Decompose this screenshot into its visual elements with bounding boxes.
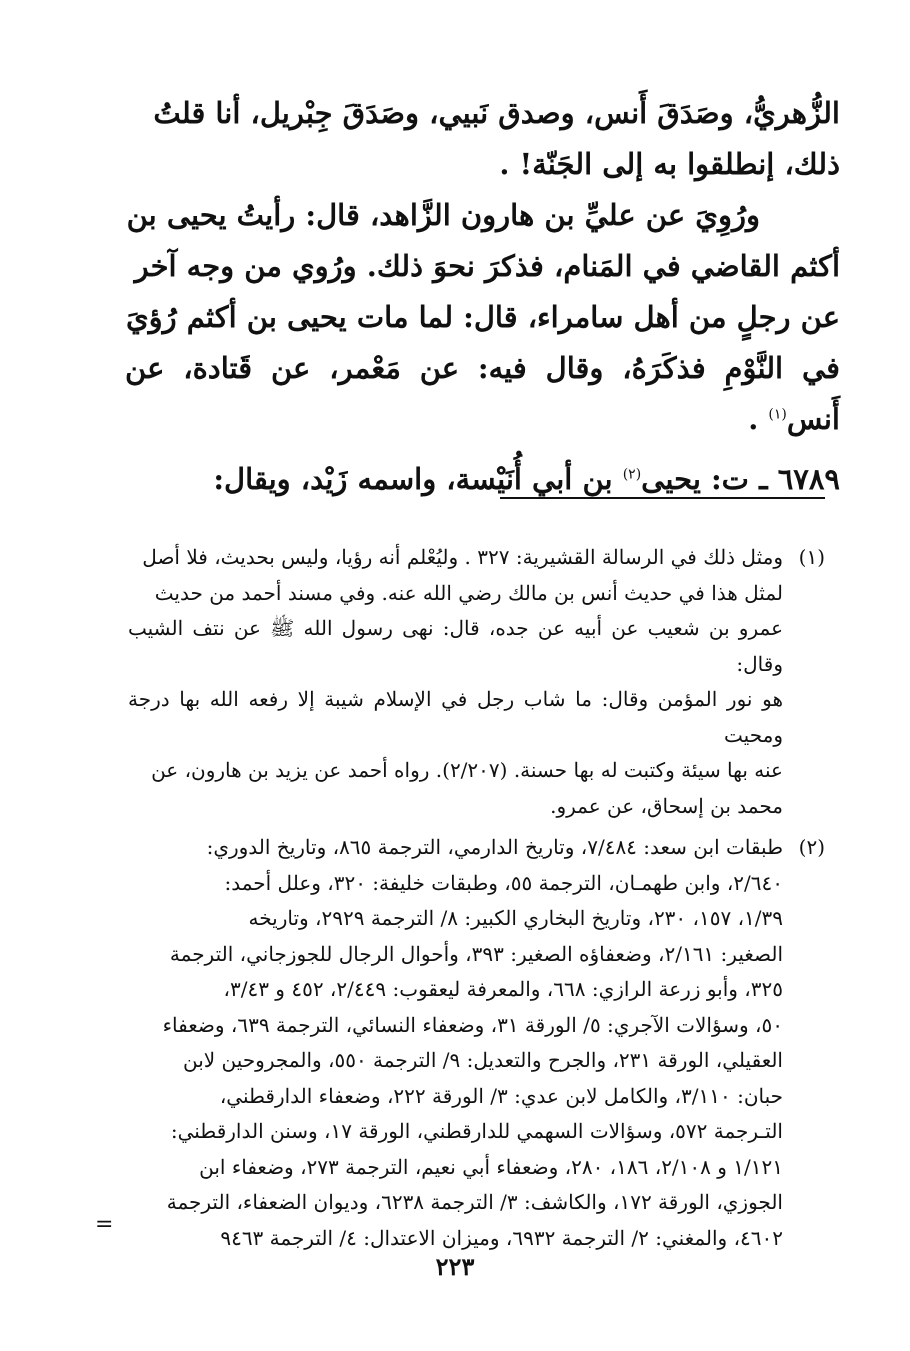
footnote-line: طبقات ابن سعد: ٧/٤٨٤، وتاريخ الدارمي، الترجمة ٨٦٥، وتاريخ الدوري: — [206, 835, 783, 859]
text-line: الزُّهريُّ، وصَدَقَ أَنس، وصدق نَبيي، وصَدَقَ جِبْريل، أنا قلتُ — [153, 96, 840, 130]
text-line: ذلك، إنطلقوا به إلى الجَنّة! . — [499, 147, 840, 181]
footnote-line: ٣٢٥، وأبو زرعة الرازي: ٦٦٨، والمعرفة ليعقوب: ٢/٤٤٩، ٤٥٢ و ٣/٤٣، — [223, 977, 783, 1001]
footnote-line: هو نور المؤمن وقال: ما شاب رجل في الإسلام شيبة إلا رفعه الله بها درجة ومحيت — [128, 687, 783, 747]
footnote-line: العقيلي، الورقة ٢٣١، والجرح والتعديل: ٩/ الترجمة ٥٥٠، والمجروحين لابن — [183, 1048, 783, 1072]
footnote-separator — [500, 497, 825, 499]
text-line: في النَّوْمِ فذكَرَهُ، وقال فيه: عن مَعْمر، عن قَتادة، عن أَنس — [125, 351, 840, 436]
paragraph-2 — [125, 190, 840, 445]
footnote-line: التـرجمة ٥٧٢، وسؤالات السهمي للدارقطني، الورقة ١٧، وسنن الدارقطني: — [170, 1119, 783, 1143]
footnote-ref-2: (٢) — [622, 466, 642, 483]
footnote-line: الجوزي، الورقة ١٧٢، والكاشف: ٣/ الترجمة ٦٢٣٨، وديوان الضعفاء، الترجمة — [166, 1190, 783, 1214]
footnote-line: محمد بن إسحاق، عن عمرو. — [550, 793, 783, 818]
footnote-ref-1: (١) — [768, 406, 787, 423]
footnote-number: (٢) — [798, 835, 825, 859]
footnote-line: ٢/٦٤٠، وابن طهمـان، الترجمة ٥٥، وطبقات خليفة: ٣٢٠، وعلل أحمد: — [224, 870, 783, 895]
page-number: ٢٢٣ — [435, 1252, 475, 1281]
paragraph-1 — [125, 88, 840, 190]
text-line: أكثم القاضي في المَنام، فذكرَ نحوَ ذلك. ورُوي من وجه آخر — [134, 249, 840, 283]
entry-text: بن أبي أُنَيْسة، واسمه زَيْد، ويقال: — [213, 462, 613, 496]
footnotes — [128, 540, 825, 1262]
footnote-line: ١/١٢١ و ٢/١٠٨، ١٨٦، ٢٨٠، وضعفاء أبي نعيم، الترجمة ٢٧٣، وضعفاء ابن — [199, 1154, 783, 1179]
footnote-line: ومثل ذلك في الرسالة القشيرية: ٣٢٧ . وليُعْلم أنه رؤيا، وليس بحديث، فلا أصل — [142, 545, 783, 569]
footnote-text — [128, 540, 783, 824]
footnote-line: حبان: ٣/١١٠، والكامل لابن عدي: ٣/ الورقة ٢٢٢، وضعفاء الدارقطني، — [219, 1083, 783, 1108]
footnote-line: عنه بها سيئة وكتبت له بها حسنة. (٢/٢٠٧). رواه أحمد عن يزيد بن هارون، عن — [151, 758, 783, 782]
footnote-1 — [128, 540, 825, 824]
footnote-2 — [128, 830, 825, 1256]
entry-heading: ٦٧٨٩ ـ ت: يحيى — [641, 462, 840, 496]
footnote-line: الصغير: ٢/١٦١، وضعفاؤه الصغير: ٣٩٣، وأحوال الرجال للجوزجاني، الترجمة — [169, 941, 783, 966]
main-text — [125, 88, 840, 505]
footnote-text — [128, 830, 783, 1256]
footnote-line: عمرو بن شعيب عن أبيه عن جده، قال: نهى رسول الله ﷺ عن نتف الشيب وقال: — [128, 616, 783, 676]
text-line: ورُوِيَ عن عليِّ بن هارون الزَّاهد، قال: رأيتُ يحيى بن — [126, 198, 760, 232]
text-line: عن رجلٍ من أهل سامراء، قال: لما مات يحيى بن أكثم رُؤيَ — [125, 300, 840, 334]
footnote-line: لمثل هذا في حديث أنس بن مالك رضي الله عنه. وفي مسند أحمد من حديث — [154, 580, 783, 605]
footnote-number: (١) — [798, 545, 825, 569]
footnote-line: ٥٠، وسؤالات الآجري: ٥/ الورقة ٣١، وضعفاء النسائي، الترجمة ٦٣٩، وضعفاء — [162, 1012, 783, 1037]
footnote-line: ١/٣٩، ١٥٧، ٢٣٠، وتاريخ البخاري الكبير: ٨/ الترجمة ٢٩٢٩، وتاريخه — [248, 906, 783, 930]
footnote-line: ٤٦٠٢، والمغني: ٢/ الترجمة ٦٩٣٢، وميزان الاعتدال: ٤/ الترجمة ٩٤٦٣ — [220, 1225, 783, 1250]
period: . — [748, 402, 759, 436]
continuation-mark: = — [95, 1212, 114, 1237]
